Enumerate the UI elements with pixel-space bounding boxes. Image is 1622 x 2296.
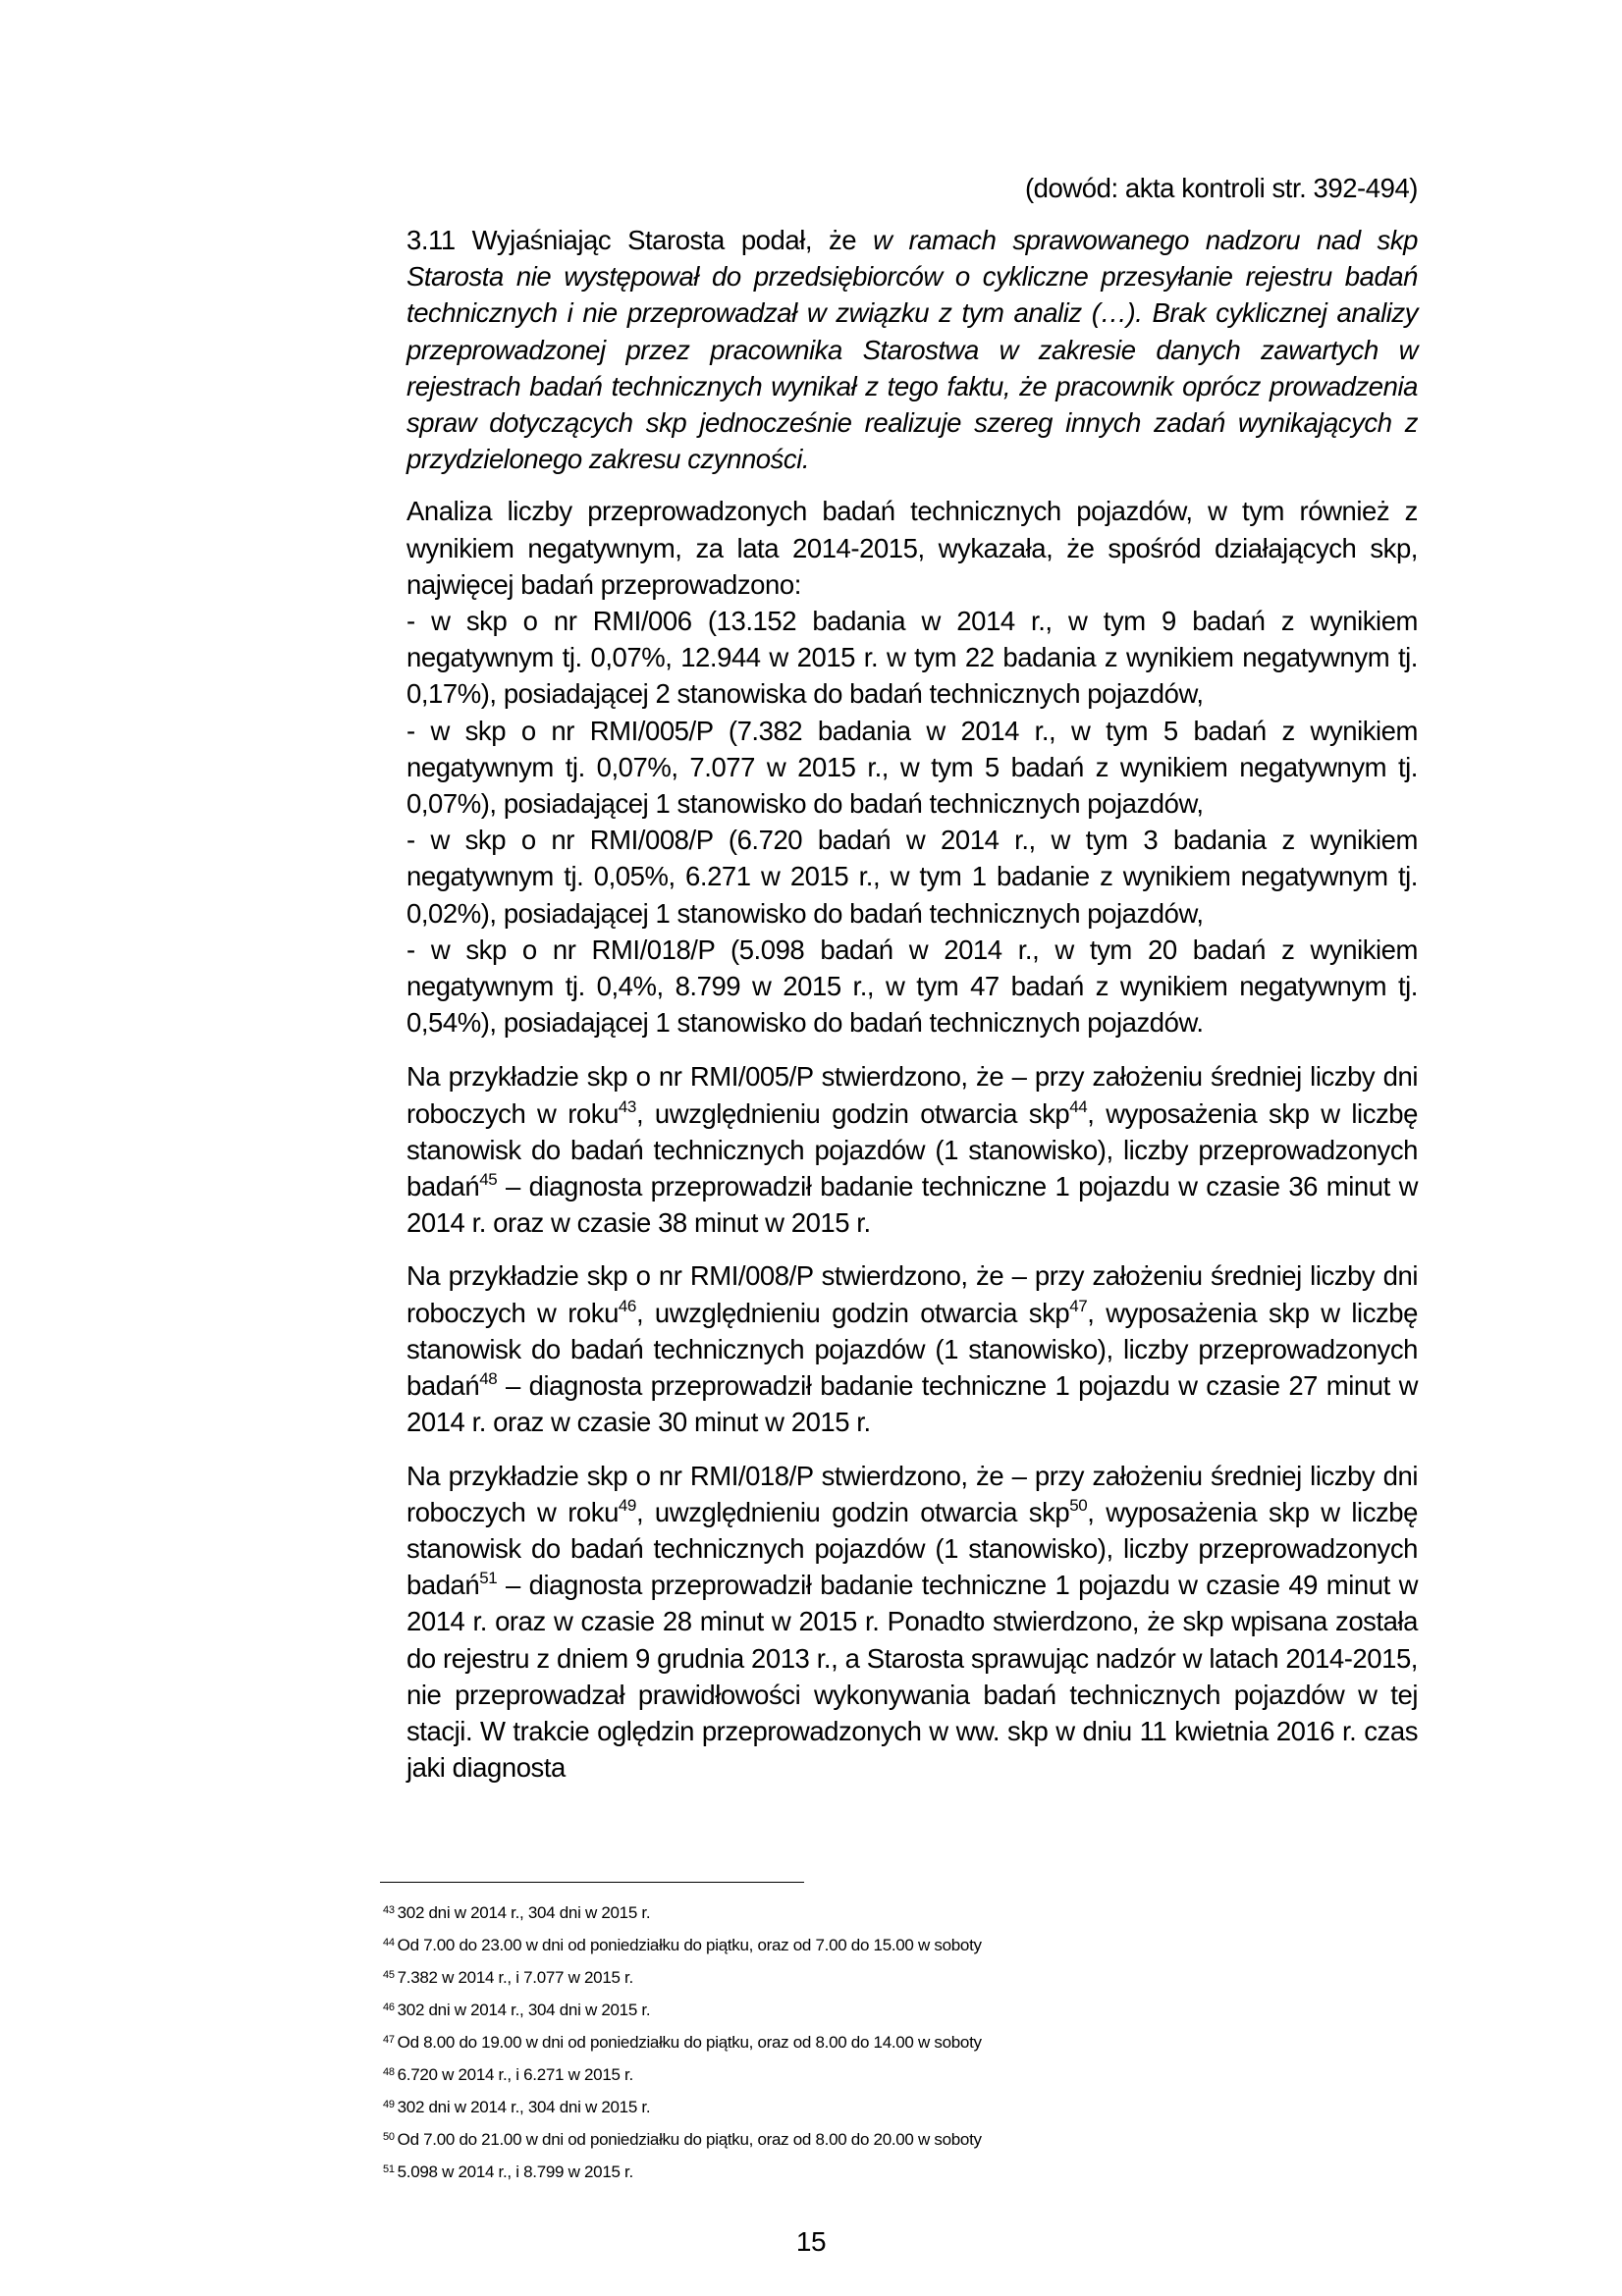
footnote-ref[interactable]: 50 (1069, 1495, 1088, 1515)
footnote-text: 302 dni w 2014 r., 304 dni w 2015 r. (397, 1903, 651, 1922)
footnote (383, 1896, 1424, 1929)
text-run: , uwzględnieniu godzin otwarcia skp (635, 1297, 1070, 1328)
text-run: – diagnosta przeprowadził badanie techniczne 1 pojazdu w czasie 27 minut w 2014 r. oraz w czasie 30 minut w 2015 r. (406, 1370, 1418, 1438)
analysis-intro: Analiza liczby przeprowadzonych badań technicznych pojazdów, w tym również z wynikiem negatywnym, za lata 2014-2015, wykazała, że spośród działających skp, najwięcej badań przeprowadzono: (406, 496, 1418, 600)
text-run: , wyposażenia skp w liczbę stanowisk do badań technicznych pojazdów (1 stanowisko), liczby przeprowadzonych badań (406, 1496, 1418, 1601)
list-item: - w skp o nr RMI/005/P (7.382 badania w 2014 r., w tym 5 badań z wynikiem negatywnym tj. 0,07%, 7.077 w 2015 r., w tym 5 badań z wynikiem negatywnym tj. 0,07%), posiadającej 1 stanowisko do badań technicznych pojazdów, (406, 715, 1418, 820)
footnote-number: 47 (383, 2034, 395, 2046)
footnote-ref[interactable]: 43 (618, 1096, 636, 1116)
text-run: , wyposażenia skp w liczbę stanowisk do badań technicznych pojazdów (1 stanowisko), liczby przeprowadzonych badań (406, 1297, 1418, 1402)
footnote-ref[interactable]: 48 (479, 1369, 498, 1389)
footnote (383, 1994, 1424, 2026)
footnote-number: 46 (383, 2002, 395, 2013)
footnote-text: Od 7.00 do 23.00 w dni od poniedziałku do piątku, oraz od 7.00 do 15.00 w soboty (397, 1936, 982, 1954)
footnote-text: 7.382 w 2014 r., i 7.077 w 2015 r. (397, 1968, 633, 1987)
text-run: – diagnosta przeprowadził badanie techniczne 1 pojazdu w czasie 49 minut w 2014 r. oraz w czasie 28 minut w 2015 r. Ponadto stwierdzono, że skp wpisana została do rejestru z dniem 9 grudnia 2013 r., a Starosta sprawując nadzór w latach 2014-2015, nie przeprowadzał prawidłowości wykonywania badań technicznych pojazdów w tej stacji. W trakcie oględzin przeprowadzonych w ww. skp w dniu 11 kwietnia 2016 r. czas jaki diagnosta (406, 1570, 1418, 1784)
analysis-section (406, 493, 1418, 1041)
text-run: Na przykładzie skp o nr RMI/018/P stwierdzono, że – przy założeniu średniej liczby dni roboczych w roku (406, 1460, 1418, 1527)
footnote (383, 2156, 1424, 2188)
footnote-ref[interactable]: 49 (618, 1495, 636, 1515)
footnote (383, 2058, 1424, 2091)
footnote-ref[interactable]: 51 (479, 1569, 498, 1588)
footnote-number: 44 (383, 1937, 395, 1949)
footnote-number: 45 (383, 1969, 395, 1981)
footnote-text: 5.098 w 2014 r., i 8.799 w 2015 r. (397, 2163, 633, 2181)
footnote-ref[interactable]: 44 (1069, 1096, 1088, 1116)
footnote-text: Od 8.00 do 19.00 w dni od poniedziałku do piątku, oraz od 8.00 do 14.00 w soboty (397, 2033, 982, 2052)
footnote-number: 43 (383, 1904, 395, 1916)
footnote-text: Od 7.00 do 21.00 w dni od poniedziałku do piątku, oraz od 8.00 do 20.00 w soboty (397, 2130, 982, 2149)
footnote (383, 2026, 1424, 2058)
list-item: - w skp o nr RMI/008/P (6.720 badań w 2014 r., w tym 3 badania z wynikiem negatywnym tj. 0,05%, 6.271 w 2015 r., w tym 1 badanie z wynikiem negatywnym tj. 0,02%), posiadającej 1 stanowisko do badań technicznych pojazdów, (406, 825, 1418, 929)
footnote-number: 50 (383, 2131, 395, 2143)
paragraph-rmi-018 (406, 1458, 1418, 1787)
footnote-ref[interactable]: 47 (1069, 1296, 1088, 1315)
quoted-explanation: w ramach sprawowanego nadzoru nad skp Starosta nie występował do przedsiębiorców o cykliczne przesyłanie rejestru badań technicznych i nie przeprowadzał w związku z tym analiz (…). Brak cyklicznej analizy przeprowadzonej przez pracownika Starostwa w zakresie danych zawartych w rejestrach badań technicznych wynikał z tego faktu, że pracownik oprócz prowadzenia spraw dotyczących skp jednocześnie realizuje szereg innych zadań wynikających z przydzielonego zakresu czynności. (406, 225, 1418, 475)
body-text (406, 222, 1418, 1802)
list-item: - w skp o nr RMI/006 (13.152 badania w 2014 r., w tym 9 badań z wynikiem negatywnym tj. 0,07%, 12.944 w 2015 r. w tym 22 badania z wynikiem negatywnym tj. 0,17%), posiadającej 2 stanowiska do badań technicznych pojazdów, (406, 606, 1418, 710)
footnote (383, 2123, 1424, 2156)
footnote-divider (380, 1882, 804, 1883)
footnote (383, 2091, 1424, 2123)
paragraph-3-11 (406, 222, 1418, 477)
footnote-number: 48 (383, 2066, 395, 2078)
footnote (383, 1961, 1424, 1994)
footnote (383, 1929, 1424, 1961)
footnote-ref[interactable]: 45 (479, 1170, 498, 1190)
page-number: 15 (795, 2226, 827, 2257)
paragraph-rmi-008 (406, 1257, 1418, 1440)
footnote-ref[interactable]: 46 (618, 1296, 636, 1315)
evidence-reference: (dowód: akta kontroli str. 392-494) (1024, 173, 1418, 203)
footnotes (383, 1896, 1424, 2188)
text-run: , uwzględnieniu godzin otwarcia skp (635, 1496, 1070, 1527)
text-run: – diagnosta przeprowadził badanie techniczne 1 pojazdu w czasie 36 minut w 2014 r. oraz w czasie 38 minut w 2015 r. (406, 1171, 1418, 1239)
footnote-number: 49 (383, 2099, 395, 2110)
paragraph-rmi-005 (406, 1058, 1418, 1241)
list-item: - w skp o nr RMI/018/P (5.098 badań w 2014 r., w tym 20 badań z wynikiem negatywnym tj. 0,4%, 8.799 w 2015 r., w tym 47 badań z wynikiem negatywnym tj. 0,54%), posiadającej 1 stanowisko do badań technicznych pojazdów. (406, 934, 1418, 1039)
text-run: , wyposażenia skp w liczbę stanowisk do badań technicznych pojazdów (1 stanowisko), liczby przeprowadzonych badań (406, 1097, 1418, 1202)
footnote-number: 51 (383, 2163, 395, 2175)
text-run: Na przykładzie skp o nr RMI/005/P stwierdzono, że – przy założeniu średniej liczby dni roboczych w roku (406, 1061, 1418, 1129)
text-run: , uwzględnieniu godzin otwarcia skp (635, 1097, 1070, 1129)
text-run: Na przykładzie skp o nr RMI/008/P stwierdzono, że – przy założeniu średniej liczby dni roboczych w roku (406, 1260, 1418, 1328)
footnote-text: 302 dni w 2014 r., 304 dni w 2015 r. (397, 2001, 651, 2019)
footnote-text: 6.720 w 2014 r., i 6.271 w 2015 r. (397, 2065, 633, 2084)
footnote-text: 302 dni w 2014 r., 304 dni w 2015 r. (397, 2098, 651, 2116)
paragraph-lead: 3.11 Wyjaśniając Starosta podał, że (406, 225, 874, 255)
